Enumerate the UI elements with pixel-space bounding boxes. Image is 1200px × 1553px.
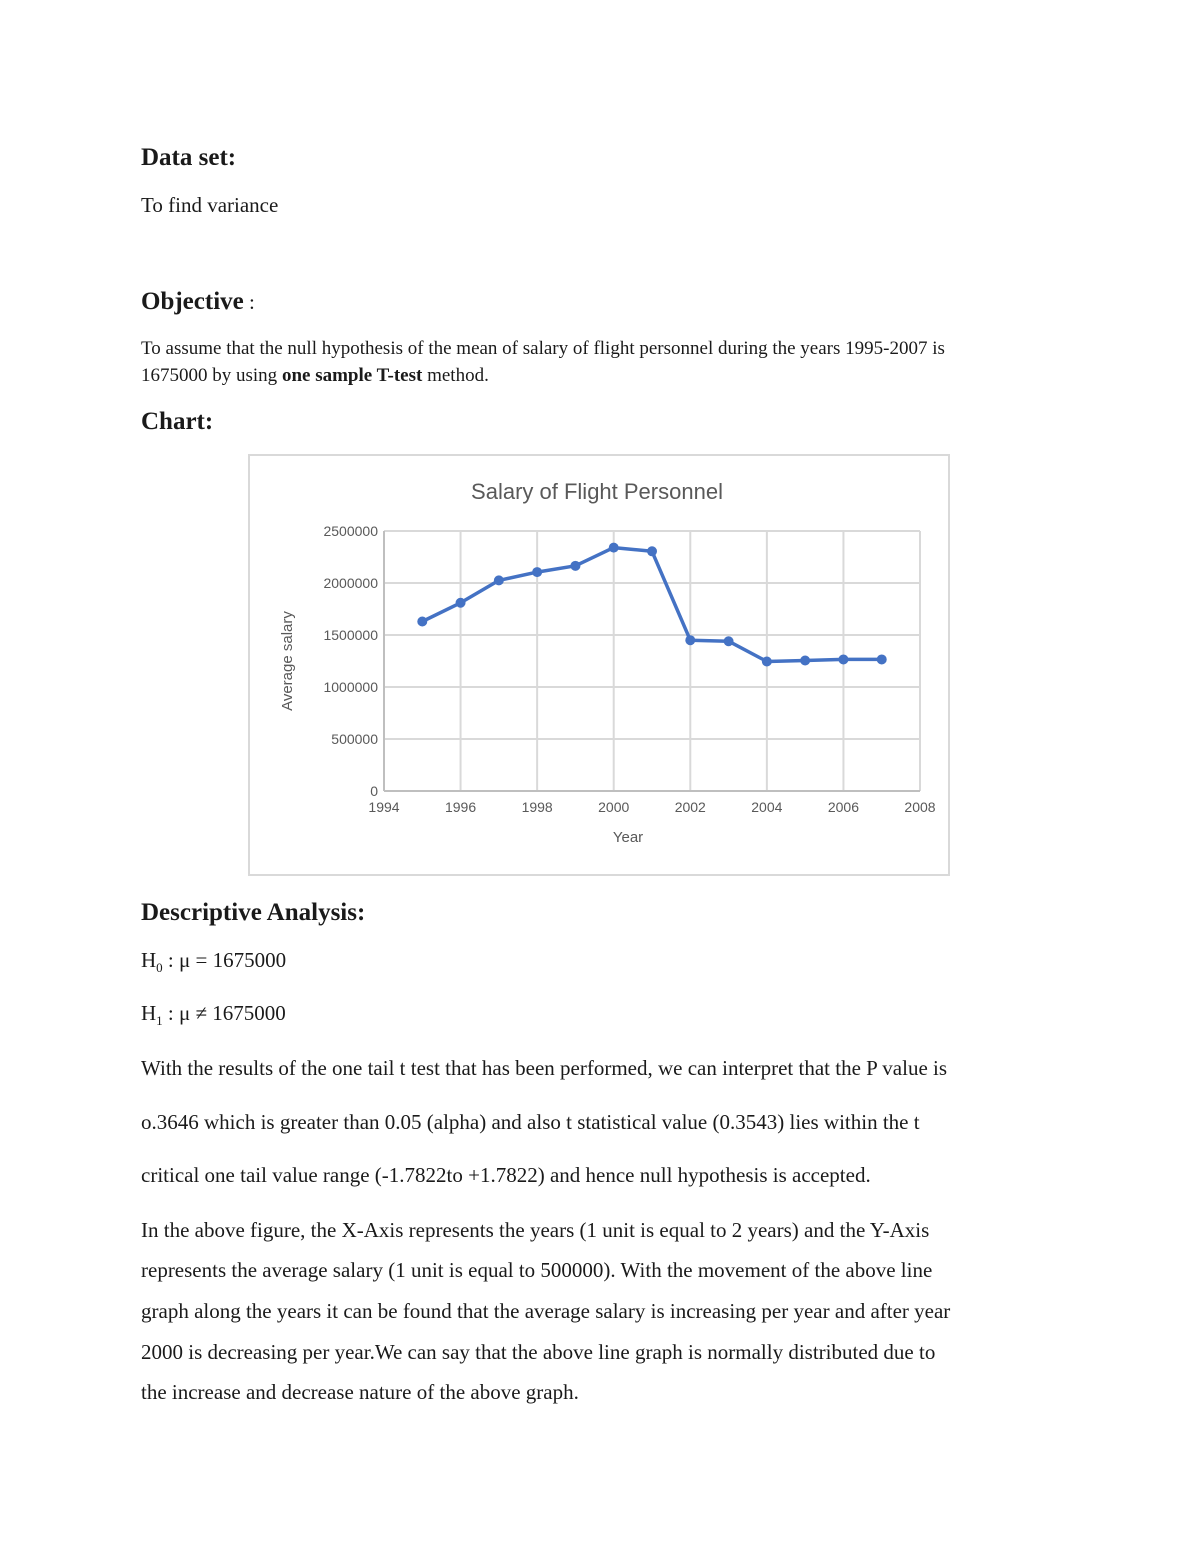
x-axis-title: Year: [612, 829, 644, 846]
dataset-text: To find variance: [141, 193, 279, 217]
result-line-1: With the results of the one tail t test that has been performed, we can interpret that the P value is: [141, 1056, 948, 1080]
objective-heading: Objective: [141, 288, 244, 315]
series-line: [422, 548, 881, 662]
data-point: [609, 543, 619, 553]
data-point: [724, 636, 734, 646]
y-tick-label: 1500000: [323, 627, 378, 643]
data-point: [494, 575, 504, 585]
data-point: [800, 655, 810, 665]
h1-hypothesis: [141, 1001, 286, 1029]
objective-colon: :: [243, 290, 255, 314]
data-point: [838, 654, 848, 664]
h1-subscript: 1: [156, 1013, 163, 1029]
objective-line-2: [141, 365, 489, 387]
h1-statement: : μ ≠ 1675000: [162, 1001, 286, 1025]
objective-line-2-end: method.: [422, 365, 489, 386]
data-point: [532, 567, 542, 577]
h0-subscript: 0: [156, 960, 163, 976]
x-tick-label: 2000: [598, 799, 630, 815]
objective-line-1: To assume that the null hypothesis of the mean of salary of flight personnel during the years 1995-2007 is: [141, 338, 945, 359]
analysis-heading: Descriptive Analysis:: [141, 899, 366, 926]
figure-line-2: represents the average salary (1 unit is equal to 500000). With the movement of the above line: [141, 1258, 933, 1282]
chart-title: Salary of Flight Personnel: [471, 479, 723, 504]
h0-statement: : μ = 1675000: [162, 948, 287, 972]
x-tick-label: 2006: [827, 799, 860, 815]
data-point: [877, 654, 887, 664]
objective-method-bold: one sample T-test: [281, 365, 423, 386]
data-point: [685, 635, 695, 645]
x-tick-label: 1996: [444, 799, 477, 815]
x-tick-label: 2002: [674, 799, 706, 815]
objective-heading-line: [141, 288, 255, 316]
objective-line-2-start: 1675000 by using: [141, 365, 282, 386]
data-point: [647, 546, 657, 556]
y-tick-label: 2000000: [323, 575, 378, 591]
figure-line-1: In the above figure, the X-Axis represents the years (1 unit is equal to 2 years) and the Y-Axis: [141, 1218, 930, 1242]
h1-letter: H: [141, 1001, 157, 1025]
x-tick-label: 1998: [521, 799, 553, 815]
y-axis-title: Average salary: [279, 611, 296, 711]
y-tick-label: 2500000: [323, 523, 378, 539]
h0-letter: H: [141, 948, 157, 972]
x-tick-label: 1994: [368, 799, 400, 815]
h0-hypothesis: [141, 948, 286, 976]
data-point: [762, 657, 772, 667]
figure-line-5: the increase and decrease nature of the above graph.: [141, 1380, 579, 1404]
data-point: [417, 616, 427, 626]
x-tick-label: 2008: [904, 799, 936, 815]
figure-line-3: graph along the years it can be found that the average salary is increasing per year and after year: [141, 1299, 951, 1323]
x-tick-label: 2004: [751, 799, 783, 815]
result-line-3: critical one tail value range (-1.7822to +1.7822) and hence null hypothesis is accepted.: [141, 1163, 871, 1187]
chart-heading: Chart:: [141, 408, 214, 435]
line-chart: [248, 454, 950, 876]
y-tick-label: 0: [370, 783, 378, 799]
data-point: [570, 561, 580, 571]
data-point: [456, 598, 466, 608]
y-tick-label: 500000: [331, 731, 378, 747]
dataset-heading: Data set:: [141, 144, 237, 171]
y-tick-label: 1000000: [323, 679, 378, 695]
result-line-2: o.3646 which is greater than 0.05 (alpha) and also t statistical value (0.3543) lies within the t: [141, 1110, 920, 1134]
figure-line-4: 2000 is decreasing per year.We can say that the above line graph is normally distributed due to: [141, 1340, 936, 1364]
